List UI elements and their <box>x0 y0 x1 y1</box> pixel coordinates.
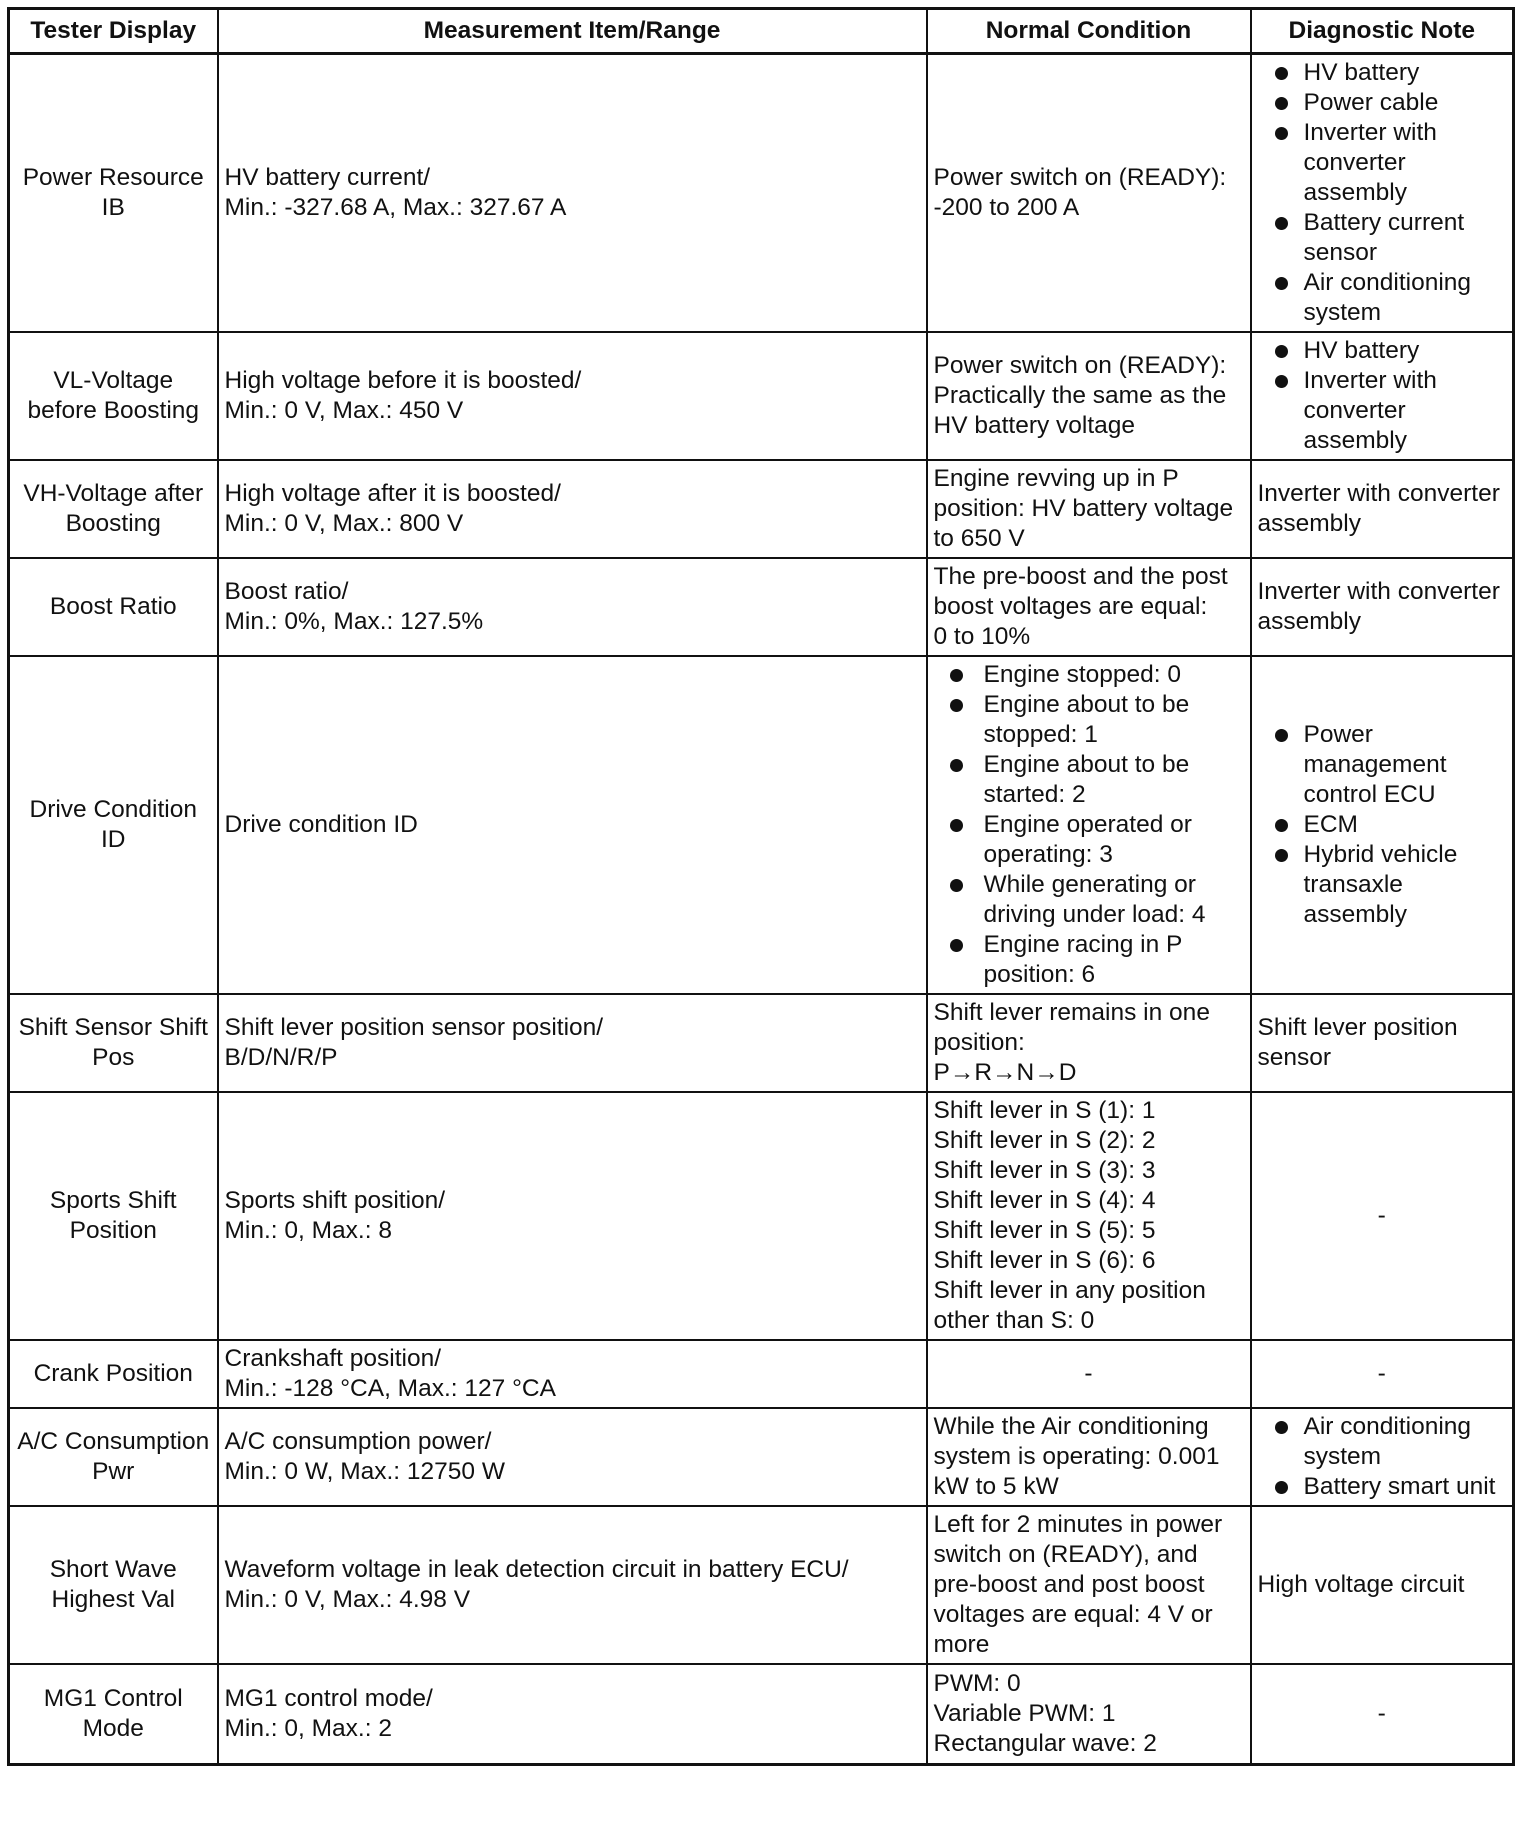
diagnostic-note-cell: Inverter with converter assembly <box>1251 558 1514 656</box>
table-row <box>9 1408 1514 1506</box>
normal-condition-cell: Power switch on (READY): Practically the same as the HV battery voltage <box>927 332 1251 460</box>
tester-display-cell: Power Resource IB <box>9 54 218 333</box>
normal-condition-cell: Shift lever remains in one position: P→R→N→D <box>927 994 1251 1092</box>
diagnostic-note-cell: High voltage circuit <box>1251 1506 1514 1664</box>
diagnostic-note-cell: - <box>1251 1340 1514 1408</box>
normal-condition-cell: Engine revving up in P position: HV battery voltage to 650 V <box>927 460 1251 558</box>
list-item: HV battery <box>1258 58 1509 88</box>
table-row <box>9 994 1514 1092</box>
measurement-cell: Waveform voltage in leak detection circuit in battery ECU/ Min.: 0 V, Max.: 4.98 V <box>218 1506 927 1664</box>
tester-display-cell: VH-Voltage after Boosting <box>9 460 218 558</box>
measurement-cell: Shift lever position sensor position/ B/D/N/R/P <box>218 994 927 1092</box>
list-item: Engine about to be started: 2 <box>950 750 1244 810</box>
header-normal-condition: Normal Condition <box>927 9 1251 54</box>
diagnostic-note-cell: Shift lever position sensor <box>1251 994 1514 1092</box>
measurement-cell: A/C consumption power/ Min.: 0 W, Max.: 12750 W <box>218 1408 927 1506</box>
header-tester-display: Tester Display <box>9 9 218 54</box>
list-item: Engine about to be stopped: 1 <box>950 690 1244 750</box>
table-row <box>9 656 1514 994</box>
diagnostic-note-cell: Inverter with converter assembly <box>1251 460 1514 558</box>
table-row <box>9 1506 1514 1664</box>
diagnostic-note-cell: - <box>1251 1092 1514 1340</box>
normal-condition-cell: Shift lever in S (1): 1 Shift lever in S (2): 2 Shift lever in S (3): 3 Shift lever in S (4): 4 Shift lever in S (5): 5 Shift lever in S (6): 6 Shift lever in any position other than S: 0 <box>927 1092 1251 1340</box>
measurement-cell: Crankshaft position/ Min.: -128 °CA, Max.: 127 °CA <box>218 1340 927 1408</box>
diagnostic-note-cell <box>1251 1408 1514 1506</box>
measurement-cell: High voltage after it is boosted/ Min.: 0 V, Max.: 800 V <box>218 460 927 558</box>
list-item: Hybrid vehicle transaxle assembly <box>1258 840 1509 930</box>
tester-display-cell: MG1 Control Mode <box>9 1664 218 1764</box>
diagnostic-note-cell: - <box>1251 1664 1514 1764</box>
list-item: Power management control ECU <box>1258 720 1509 810</box>
list-item: Air conditioning system <box>1258 1412 1509 1472</box>
normal-condition-cell: PWM: 0 Variable PWM: 1 Rectangular wave: 2 <box>927 1664 1251 1764</box>
table-row <box>9 1340 1514 1408</box>
list-item: Inverter with converter assembly <box>1258 118 1509 208</box>
table-row <box>9 332 1514 460</box>
tester-display-cell: Crank Position <box>9 1340 218 1408</box>
list-item: Power cable <box>1258 88 1509 118</box>
list-item: Inverter with converter assembly <box>1258 366 1509 456</box>
list-item: While generating or driving under load: 4 <box>950 870 1244 930</box>
tester-display-cell: A/C Consumption Pwr <box>9 1408 218 1506</box>
diagnostic-note-cell <box>1251 656 1514 994</box>
table-row <box>9 1092 1514 1340</box>
tester-display-cell: Sports Shift Position <box>9 1092 218 1340</box>
table-row <box>9 1664 1514 1764</box>
list-item: HV battery <box>1258 336 1509 366</box>
table-row <box>9 54 1514 333</box>
header-row <box>9 9 1514 54</box>
tester-display-cell: VL-Voltage before Boosting <box>9 332 218 460</box>
table-row <box>9 558 1514 656</box>
header-measurement: Measurement Item/Range <box>218 9 927 54</box>
measurement-cell: Boost ratio/ Min.: 0%, Max.: 127.5% <box>218 558 927 656</box>
list-item: Air conditioning system <box>1258 268 1509 328</box>
list-item: Engine stopped: 0 <box>950 660 1244 690</box>
tester-display-cell: Short Wave Highest Val <box>9 1506 218 1664</box>
list-item: Engine racing in P position: 6 <box>950 930 1244 990</box>
measurement-cell: MG1 control mode/ Min.: 0, Max.: 2 <box>218 1664 927 1764</box>
normal-condition-cell: The pre-boost and the post boost voltages are equal: 0 to 10% <box>927 558 1251 656</box>
measurement-cell: High voltage before it is boosted/ Min.: 0 V, Max.: 450 V <box>218 332 927 460</box>
normal-condition-cell: While the Air conditioning system is operating: 0.001 kW to 5 kW <box>927 1408 1251 1506</box>
header-diagnostic-note: Diagnostic Note <box>1251 9 1514 54</box>
diagnostic-note-cell <box>1251 332 1514 460</box>
tester-display-cell: Shift Sensor Shift Pos <box>9 994 218 1092</box>
list-item: Battery current sensor <box>1258 208 1509 268</box>
list-item: Engine operated or operating: 3 <box>950 810 1244 870</box>
data-list-table <box>7 7 1515 1766</box>
measurement-cell: Drive condition ID <box>218 656 927 994</box>
table-row <box>9 460 1514 558</box>
tester-display-cell: Boost Ratio <box>9 558 218 656</box>
normal-condition-cell <box>927 656 1251 994</box>
measurement-cell: Sports shift position/ Min.: 0, Max.: 8 <box>218 1092 927 1340</box>
list-item: ECM <box>1258 810 1509 840</box>
diagnostic-note-cell <box>1251 54 1514 333</box>
measurement-cell: HV battery current/ Min.: -327.68 A, Max.: 327.67 A <box>218 54 927 333</box>
list-item: Battery smart unit <box>1258 1472 1509 1502</box>
tester-display-cell: Drive Condition ID <box>9 656 218 994</box>
normal-condition-cell: - <box>927 1340 1251 1408</box>
normal-condition-cell: Power switch on (READY): -200 to 200 A <box>927 54 1251 333</box>
normal-condition-cell: Left for 2 minutes in power switch on (READY), and pre-boost and post boost voltages are equal: 4 V or more <box>927 1506 1251 1664</box>
